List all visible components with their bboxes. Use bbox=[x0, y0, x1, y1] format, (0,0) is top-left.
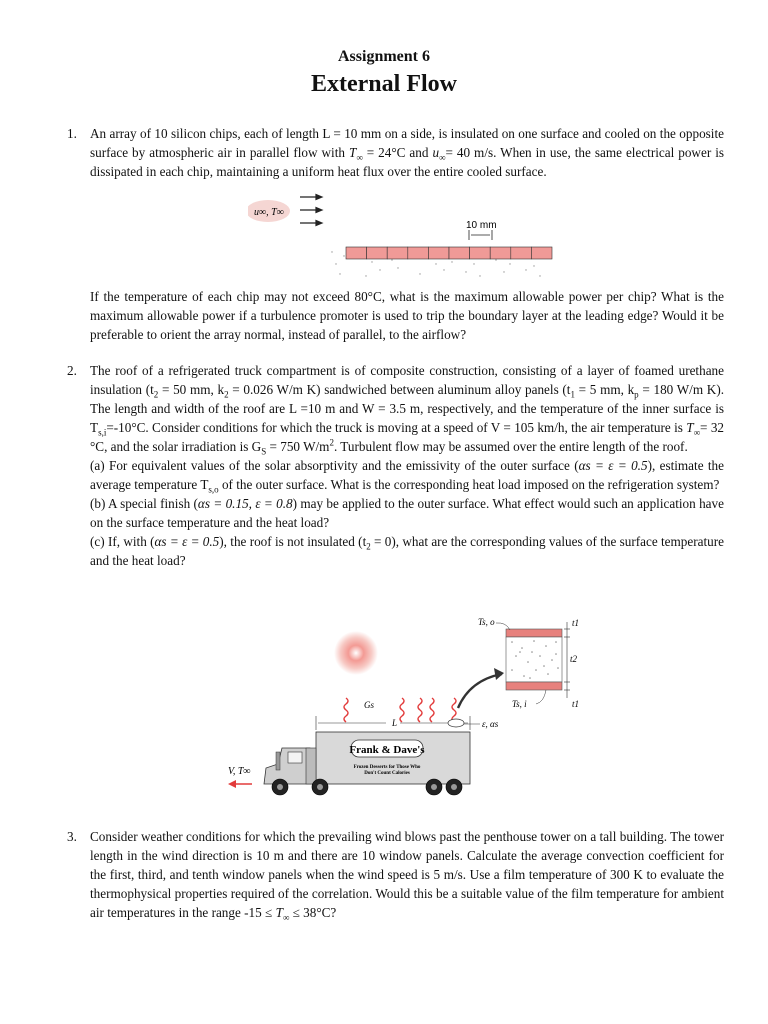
outer-temp-label: Ts, o bbox=[478, 617, 495, 627]
question-2-part-c: (c) If, with (αs = ε = 0.5), the roof is not insulated $(t_2 = 0)$, what are the corresponding values of the surface temperature and the heat load? bbox=[90, 534, 724, 568]
question-3 bbox=[68, 827, 724, 922]
irradiation-label: Gs bbox=[364, 700, 375, 710]
question-1-followup: If the temperature of each chip may not exceed 80°C, what is the maximum allowable power per chip? What is the maximum allowable power if a turbulence promoter is used to trip the boundary layer at the leading edge? Would it be preferable to orient the array normal, instead of parallel, to the airflow? bbox=[90, 289, 724, 342]
question-1 bbox=[68, 124, 724, 181]
question-2 bbox=[68, 361, 724, 570]
chip-array-figure bbox=[248, 190, 568, 290]
question-number: 2. bbox=[67, 363, 77, 378]
truck-figure bbox=[220, 612, 590, 814]
question-3-text: Consider weather conditions for which the prevailing wind blows past the penthouse tower on a tall building. The tower length in the wind direction is 10 m and there are 10 window panels. Calculate the average convection coefficient for the first, third, and tenth window panels when the wind speed is 5 m/s. Use a film temperature of 300 K to evaluate the thermophysical properties required of the correlation. Would this be a suitable value of the film temperature for ambient air temperatures in the range $-15 \le T_\infty \le 38^\circ C$? bbox=[90, 829, 724, 923]
t1-label: t1 bbox=[572, 618, 580, 628]
question-2-part-b: (b) A special finish (αs = 0.15, ε = 0.8) may be applied to the outer surface. What effect would such an application have on the surface temperature and the heat load? bbox=[90, 496, 724, 530]
dimension-label: 10 mm bbox=[466, 220, 497, 231]
question-1-intro: An array of 10 silicon chips, each of length L = 10 mm on a side, is insulated on one surface and cooled on the opposite surface by atmospheric air in parallel flow with $T_\infty = 24^\circ C$ and $u_\infty= 40$ m/s. When in use, the same electrical power is dissipated in each chip, maintaining a uniform heat flux over the entire cooled surface. bbox=[90, 126, 724, 179]
free-stream-label: u∞, T∞ bbox=[254, 207, 284, 218]
surface-props-label: ε, αs bbox=[482, 719, 499, 729]
sun-icon bbox=[334, 631, 378, 675]
truck-tagline-1: Frozen Desserts for Those Who bbox=[353, 765, 421, 770]
length-label: L bbox=[392, 718, 398, 728]
inner-temp-label: Ts, i bbox=[512, 699, 527, 709]
t2-label: t2 bbox=[570, 654, 578, 664]
velocity-label: V, T∞ bbox=[228, 766, 251, 777]
page-title: External Flow bbox=[311, 71, 457, 97]
question-2-part-a: (a) For equivalent values of the solar absorptivity and the emissivity of the outer surface (αs = ε = 0.5), estimate the average temperature $T_{s,o}$ of the outer surface. What is the corresponding heat load imposed on the refrigeration system? bbox=[90, 458, 725, 495]
truck-brand: Frank & Dave's bbox=[349, 744, 425, 756]
question-2-intro: The roof of a refrigerated truck compartment is of composite construction, consisting of a layer of foamed urethane insulation ($t_2 = 50$ mm, $k_2 = 0.026$ W/m K) sandwiched between aluminum alloy panels ($t_1 = 5$ mm, $k_p = 180$ W/m K). The length and width of the roof are L =10 m and W = 3.5 m, respectively, and the temperature of the inner surface is $T_{s,i}=-10^\circ C$. Consider conditions for which the truck is moving at a speed of V = 105 km/h, the air temperature is $T_\infty= 32$ °C, and the solar irradiation is $G_S = 750$ $W/m^2$. Turbulent flow may be assumed over the entire length of the roof. bbox=[90, 363, 725, 457]
assignment-label: Assignment 6 bbox=[337, 48, 430, 65]
question-number: 3. bbox=[67, 829, 77, 844]
truck-tagline-2: Don't Count Calories bbox=[364, 771, 410, 776]
question-number: 1. bbox=[67, 126, 77, 141]
t1-bottom-label: t1 bbox=[572, 699, 580, 709]
